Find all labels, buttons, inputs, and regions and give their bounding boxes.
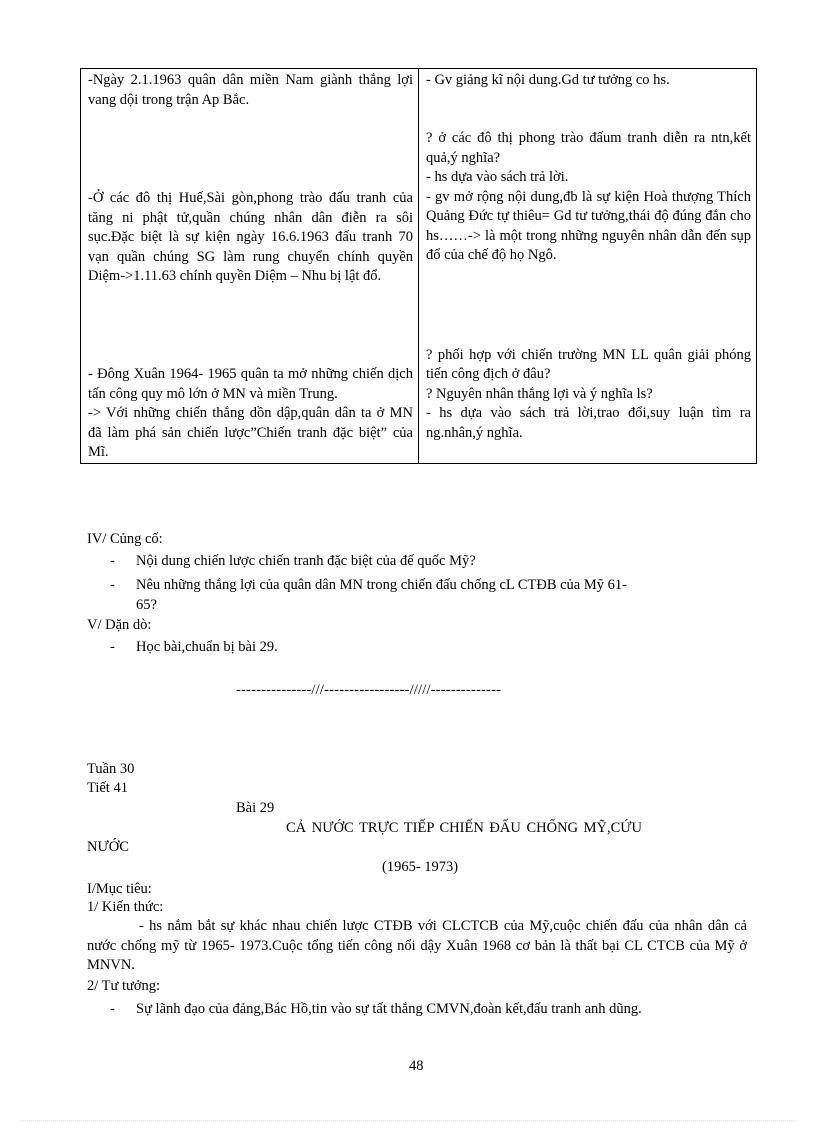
table-cell-text: ? phối hợp với chiến trường MN LL quân giải phóng tiến công địch ở đâu? — [426, 346, 751, 382]
table-cell-text: -Ở các đô thị Huế,Sài gòn,phong trào đấu tranh của tăng ni phật tử,quần chúng nhân dân điễn ra sôi sục.Đặc biệt là sự kiện ngày 16.6.1963 đấu tranh 70 vạn quần chúng SG làm rung chuyển chính quyền Diệm->1.11.63 chính quyền Diệm – Nhu bị lật đổ. — [88, 190, 413, 284]
activity-column — [419, 69, 757, 464]
subsection-heading: 2/ Tư tưởng: — [87, 978, 161, 994]
list-item: 65? — [136, 597, 157, 613]
list-item: Nội dung chiến lược chiến tranh đặc biệt của đế quốc Mỹ? — [136, 553, 476, 569]
table-cell-text: - Gv giảng kĩ nội dung.Gd tư tưởng co hs. — [426, 72, 670, 88]
knowledge-paragraph: - hs nắm bắt sự khác nhau chiến lược CTĐB với CLCTCB của Mỹ,cuộc chiến đấu của nhân dân cả nước chống mỹ từ 1965- 1973.Cuộc tổng tiến công nổi dậy Xuân 1968 cơ bản là thất bại CL CTCB của Mỹ ở MNVN. — [87, 918, 747, 973]
table-cell-text: - gv mở rộng nội dung,đb là sự kiện Hoà thượng Thích Quảng Đức tự thiêu= Gd tư tưởng,thái độ đúng đắn cho hs……-> là một trong những nguyên nhân dẫn đến sụp đổ của chế độ họ Ngô. — [426, 188, 751, 263]
page-edge — [20, 1120, 796, 1121]
table-cell-text: - hs dựa vào sách trả lời. — [426, 169, 569, 185]
lesson-number: Bài 29 — [236, 800, 275, 816]
subsection-heading: 1/ Kiến thức: — [87, 899, 164, 915]
section-heading: IV/ Củng cố: — [87, 531, 163, 547]
table-cell-text: - Đông Xuân 1964- 1965 quân ta mở những chiến dịch tấn công quy mô lớn ở MN và miền Trung. — [88, 366, 413, 402]
bullet-dash: - — [110, 1001, 115, 1017]
list-item: Sự lãnh đạo của đảng,Bác Hồ,tin vào sự tất thắng CMVN,đoàn kết,đấu tranh anh dũng. — [136, 1001, 642, 1017]
period-label: Tiết 41 — [87, 780, 128, 796]
lesson-table — [80, 68, 757, 464]
table-cell-text: -> Với những chiến thắng dồn dập,quân dân ta ở MN đã làm phá sản chiến lược”Chiến tranh đặc biệt” của Mĩ. — [88, 405, 413, 460]
table-cell-text: ? Nguyên nhân thắng lợi và ý nghĩa ls? — [426, 385, 653, 402]
content-column — [81, 69, 419, 464]
section-heading: V/ Dặn dò: — [87, 617, 152, 633]
page-number: 48 — [409, 1058, 424, 1074]
table-cell-text: ? ở các đô thị phong trào đấum tranh diễn ra ntn,kết quả,ý nghĩa? — [426, 130, 751, 166]
table-cell-text: -Ngày 2.1.1963 quân dân miền Nam giành thắng lợi vang dội trong trận Ap Bắc. — [88, 72, 413, 108]
list-item: Nêu những thắng lợi của quân dân MN trong chiến đấu chống cL CTĐB của Mỹ 61- — [136, 577, 627, 593]
section-heading: I/Mục tiêu: — [87, 881, 152, 897]
lesson-years: (1965- 1973) — [382, 859, 459, 875]
week-label: Tuần 30 — [87, 761, 135, 777]
lesson-title: CẢ NƯỚC TRỰC TIẾP CHIẾN ĐẤU CHỐNG MỸ,CỨU — [286, 820, 643, 836]
bullet-dash: - — [110, 639, 115, 655]
bullet-dash: - — [110, 577, 115, 593]
divider-line: ---------------///-----------------/////-------------- — [236, 682, 502, 698]
table-cell-text: - hs dựa vào sách trả lời,trao đổi,suy luận tìm ra ng.nhân,ý nghĩa. — [426, 405, 751, 441]
bullet-dash: - — [110, 553, 115, 569]
lesson-title-cont: NƯỚC — [87, 839, 129, 855]
list-item: Học bài,chuẩn bị bài 29. — [136, 639, 278, 655]
